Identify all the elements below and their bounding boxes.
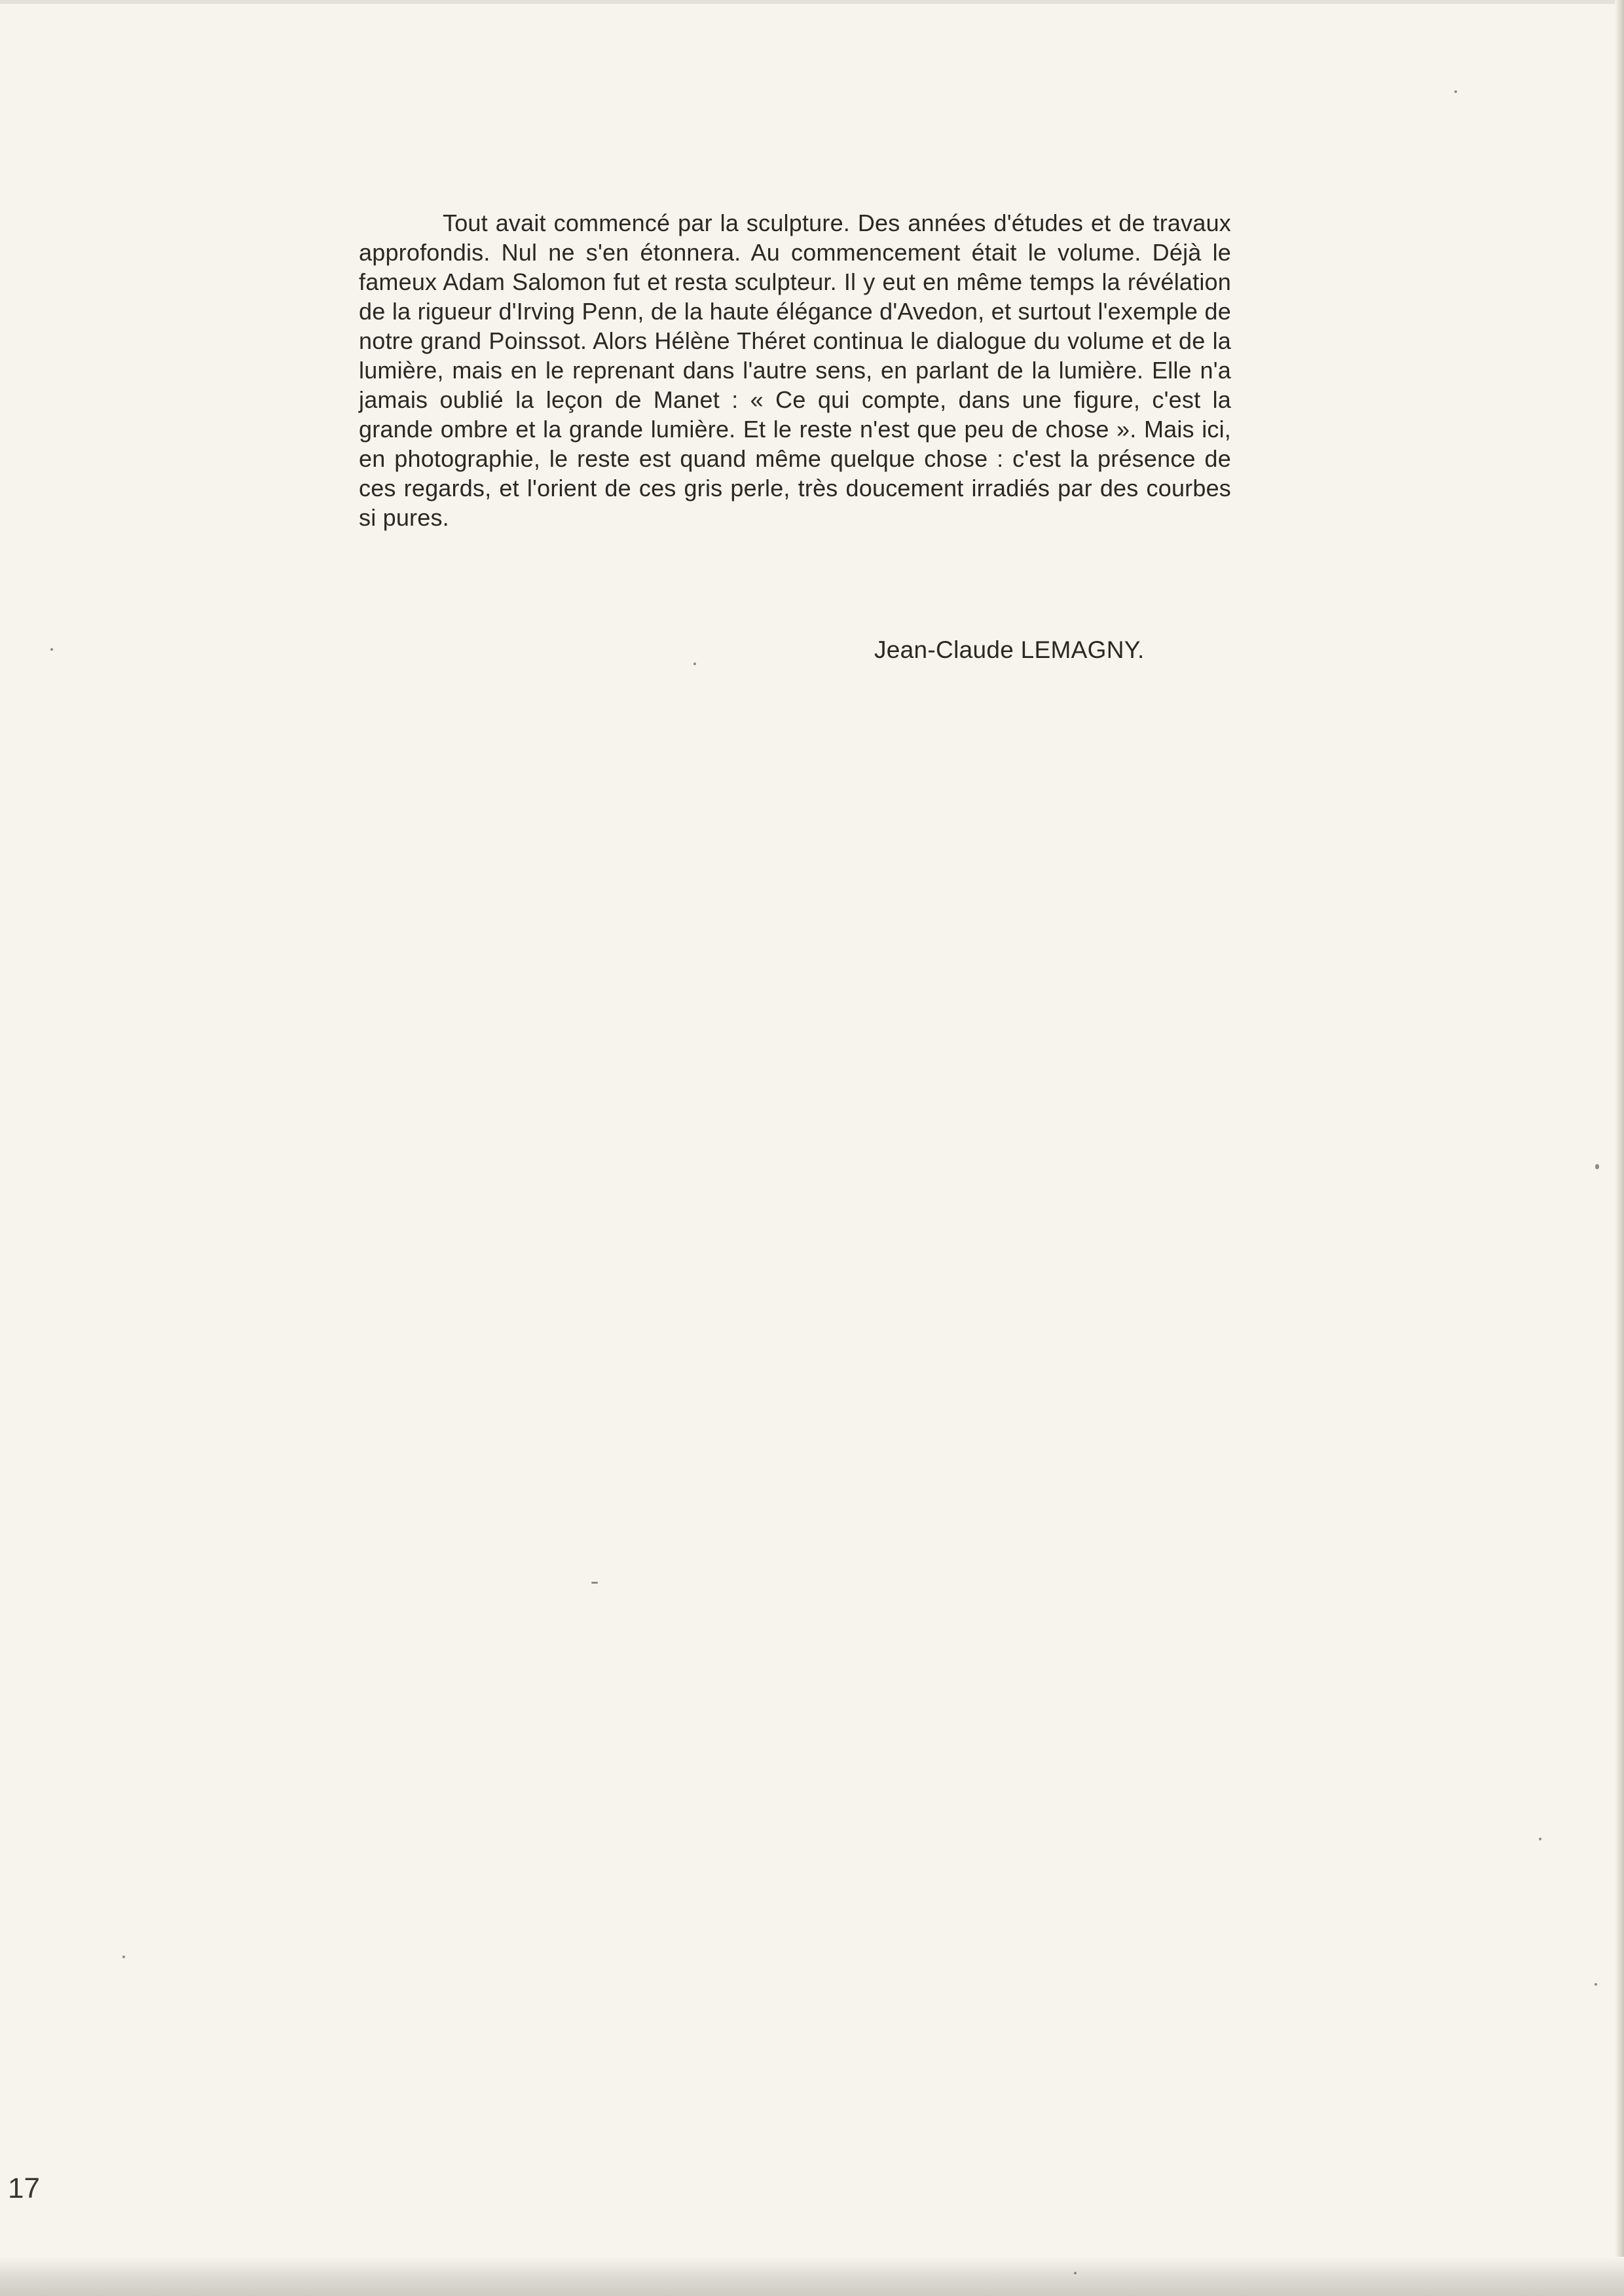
page-right-edge bbox=[1615, 0, 1624, 2296]
page-top-edge bbox=[0, 0, 1624, 4]
paper-speck bbox=[1595, 1983, 1597, 1986]
body-paragraph: Tout avait commencé par la sculpture. Des années d'études et de travaux approfondis. Nul ne s'en étonnera. Au commencement était le volume. Déjà le fameux Adam Salomon fut et resta sculpteur. Il y eut en même temps la révélation de la rigueur d'Irving Penn, de la haute élégance d'Avedon, et surtout l'exemple de notre grand Poinssot. Alors Hélène Théret continua le dialogue du volume et de la lumière, mais en le reprenant dans l'autre sens, en parlant de la lumière. Elle n'a jamais oublié la leçon de Manet : « Ce qui compte, dans une figure, c'est la grande ombre et la grande lumière. Et le reste n'est que peu de chose ». Mais ici, en photographie, le reste est quand même quelque chose : c'est la présence de ces regards, et l'orient de ces gris perle, très doucement irradiés par des courbes si pures. bbox=[359, 210, 1231, 531]
paper-speck bbox=[50, 648, 53, 651]
author-signature: Jean-Claude LEMAGNY. bbox=[874, 636, 1145, 663]
page-number: 17 bbox=[8, 2172, 40, 2204]
paper-speck bbox=[1595, 1164, 1599, 1169]
paper-speck bbox=[591, 1582, 598, 1584]
page-bottom-edge bbox=[0, 2257, 1624, 2296]
paper-speck bbox=[1539, 1838, 1541, 1840]
paper-speck bbox=[1074, 2272, 1077, 2274]
paper-speck bbox=[1454, 90, 1457, 93]
paper-speck bbox=[693, 663, 696, 665]
paper-speck bbox=[122, 1956, 125, 1958]
